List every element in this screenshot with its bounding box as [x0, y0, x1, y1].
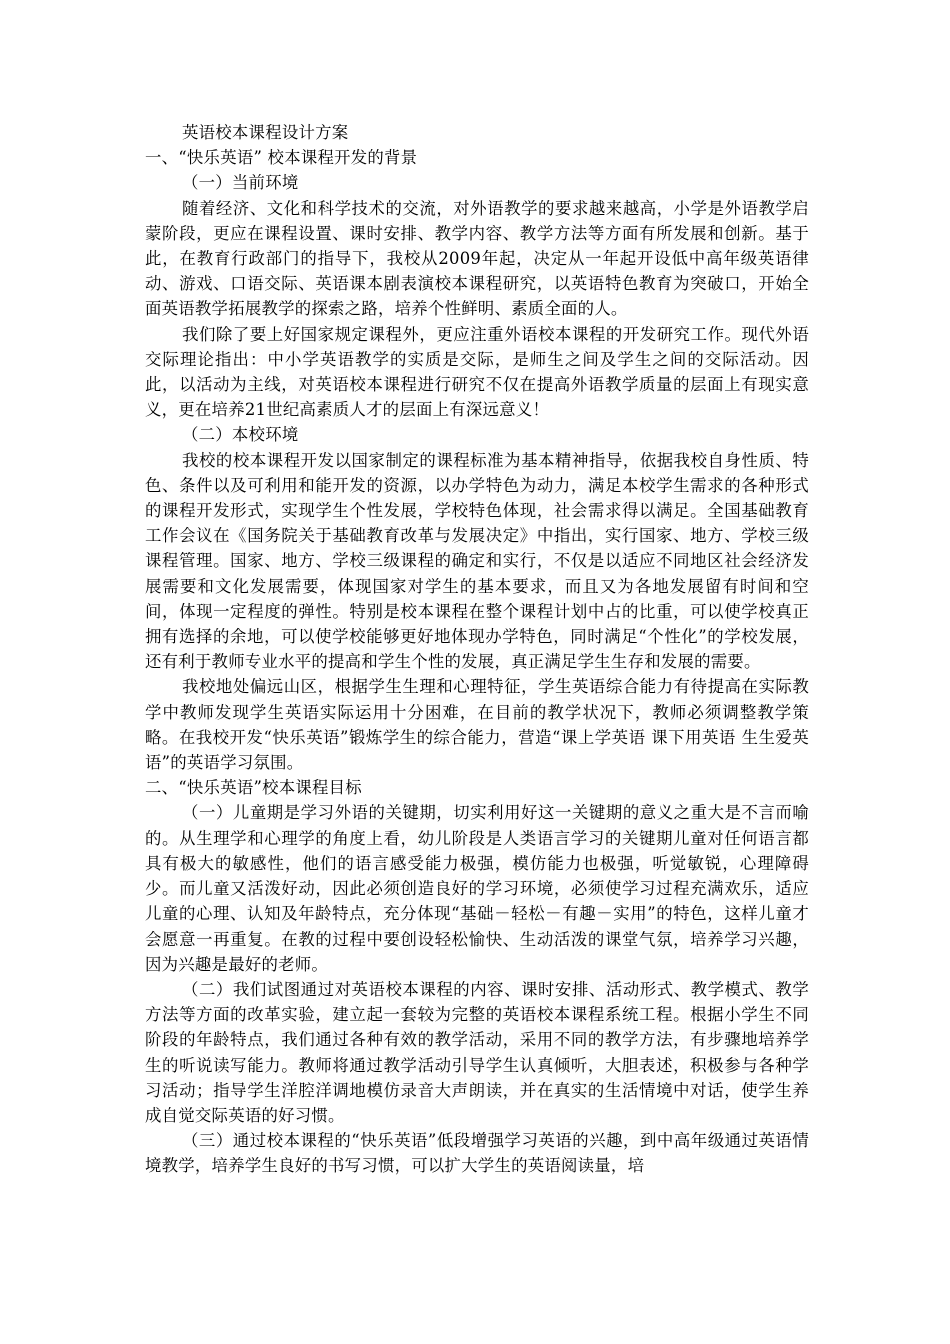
section-1-heading: 一、“快乐英语” 校本课程开发的背景: [145, 148, 418, 168]
document-page: [145, 120, 809, 1179]
paragraph-5: （一）儿童期是学习外语的关键期，切实利用好这一关键期的意义之重大是不言而喻的。从生理学和心理学的角度上看，幼儿阶段是人类语言学习的关键期儿童对任何语言都具有极大的敏感性，他们的语言感受能力极强，模仿能力也极强，听觉敏锐，心理障碍少。而儿童又活泼好动，因此必须创造良好的学习环境，必须使学习过程充满欢乐，适应儿童的心理、认知及年龄特点，充分体现“基础－轻松－有趣－实用”的特色，这样儿童才会愿意一再重复。在教的过程中要创设轻松愉快、生动活泼的课堂气氛，培养学习兴趣，因为兴趣是最好的老师。: [145, 803, 809, 974]
section-2-heading: 二、“快乐英语”校本课程目标: [145, 778, 362, 798]
paragraph-3: 我校的校本课程开发以国家制定的课程标准为基本精神指导，依据我校自身性质、特色、条件以及可利用和能开发的资源，以办学特色为动力，满足本校学生需求的各种形式的课程开发形式，实现学生个性发展，学校特色体现，社会需求得以满足。全国基础教育工作会议在《国务院关于基础教育改革与发展决定》中指出，实行国家、地方、学校三级课程管理。国家、地方、学校三级课程的确定和实行，不仅是以适应不同地区社会经济发展需要和文化发展需要，体现国家对学生的基本要求，而且又为各地发展留有时间和空间，体现一定程度的弹性。特别是校本课程在整个课程计划中占的比重，可以使学校真正拥有选择的余地，可以使学校能够更好地体现办学特色，同时满足“个性化”的学校发展，还有利于教师专业水平的提高和学生个性的发展，真正满足学生生存和发展的需要。: [145, 450, 809, 672]
paragraph-7: （三）通过校本课程的“快乐英语”低段增强学习英语的兴趣，到中高年级通过英语情境教学，培养学生良好的书写习惯，可以扩大学生的英语阅读量，培: [145, 1131, 809, 1176]
paragraph-1: 随着经济、文化和科学技术的交流，对外语教学的要求越来越高，小学是外语教学启蒙阶段，更应在课程设置、课时安排、教学内容、教学方法等方面有所发展和创新。基于此，在教育行政部门的指导下，我校从2009年起，决定从一年起开设低中高年级英语律动、游戏、口语交际、英语课本剧表演校本课程研究，以英语特色教育为突破口，开始全面英语教学拓展教学的探索之路，培养个性鲜明、素质全面的人。: [145, 198, 809, 319]
document-title: 英语校本课程设计方案: [182, 123, 349, 142]
section-1-subheading-2: （二）本校环境: [182, 425, 299, 445]
section-1-subheading-1: （一）当前环境: [182, 173, 299, 193]
paragraph-6: （二）我们试图通过对英语校本课程的内容、课时安排、活动形式、教学模式、教学方法等方面的改革实验，建立起一套较为完整的英语校本课程系统工程。根据小学生不同阶段的年龄特点，我们通过各种有效的教学活动，采用不同的教学方法，有步骤地培养学生的听说读写能力。教师将通过教学活动引导学生认真倾听，大胆表述，积极参与各种学习活动；指导学生洋腔洋调地模仿录音大声朗读，并在真实的生活情境中对话，使学生养成自觉交际英语的好习惯。: [145, 979, 809, 1125]
paragraph-4: 我校地处偏远山区，根据学生生理和心理特征，学生英语综合能力有待提高在实际教学中教师发现学生英语实际运用十分困难，在目前的教学状况下，教师必须调整教学策略。在我校开发“快乐英语”锻炼学生的综合能力，营造“课上学英语 课下用英语 生生爱英语”的英语学习氛围。: [145, 677, 809, 773]
paragraph-2: 我们除了要上好国家规定课程外，更应注重外语校本课程的开发研究工作。现代外语交际理论指出：中小学英语教学的实质是交际，是师生之间及学生之间的交际活动。因此，以活动为主线，对英语校本课程进行研究不仅在提高外语教学质量的层面上有现实意义，更在培养21世纪高素质人才的层面上有深远意义！: [145, 324, 809, 420]
